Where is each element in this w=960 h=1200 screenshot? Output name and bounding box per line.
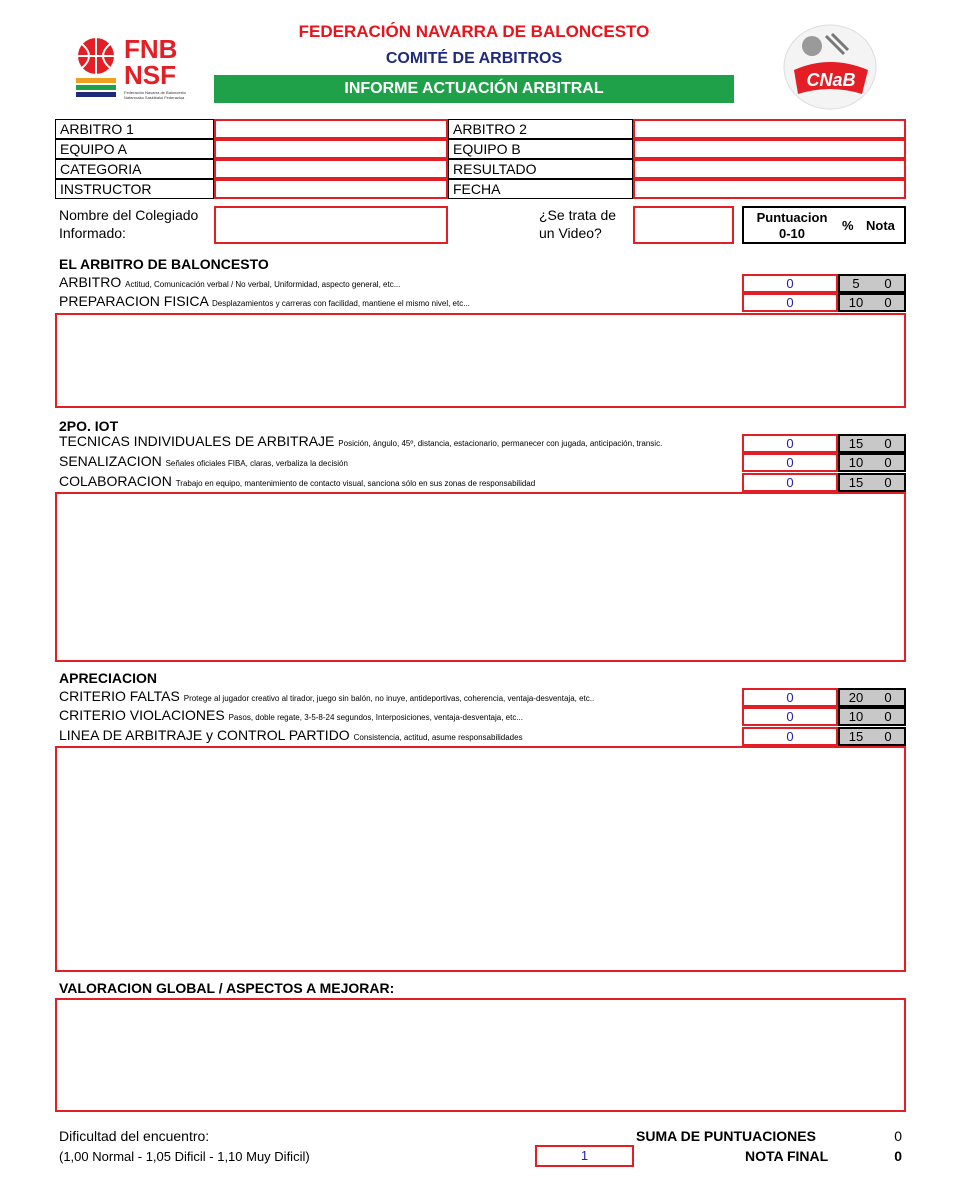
nota-header: Nota <box>866 218 895 233</box>
label-resultado: RESULTADO <box>448 159 633 179</box>
weight-tecnicas: 15 0 <box>838 434 906 453</box>
puntuacion-header: Puntuacion 0-10 <box>756 210 828 241</box>
federation-title: FEDERACIÓN NAVARRA DE BALONCESTO <box>298 22 650 41</box>
report-title: INFORME ACTUACIÓN ARBITRAL <box>214 75 734 103</box>
input-categoria[interactable] <box>214 159 448 179</box>
logo-caption-1: Federación Navarra de Baloncesto <box>124 90 186 95</box>
weight-violaciones: 10 0 <box>838 707 906 726</box>
criterion-colaboracion: COLABORACION Trabajo en equipo, mantenimiento de contacto visual, sanciona sólo en sus zonas de responsabilidad <box>59 473 536 489</box>
criterion-faltas: CRITERIO FALTAS Protege al jugador creativo al tirador, juego sin balón, no inuye, antideportivas, coherencia, ventaja-desventaja, etc.. <box>59 688 595 704</box>
cnab-logo <box>782 24 878 110</box>
logo-fnb-text: FNB <box>124 34 178 64</box>
input-fecha[interactable] <box>633 179 906 199</box>
input-resultado[interactable] <box>633 159 906 179</box>
label-instructor: INSTRUCTOR <box>55 179 214 199</box>
input-video[interactable] <box>633 206 734 244</box>
label-equipo-a: EQUIPO A <box>55 139 214 159</box>
score-senalizacion[interactable]: 0 <box>742 453 838 472</box>
weight-colaboracion: 15 0 <box>838 473 906 492</box>
comments-global[interactable] <box>55 998 906 1112</box>
criterion-preparacion-fisica: PREPARACION FISICA Desplazamientos y carreras con facilidad, mantiene el mismo nivel, etc... <box>59 293 470 309</box>
weight-linea-arbitraje: 15 0 <box>838 727 906 746</box>
section1-title: EL ARBITRO DE BALONCESTO <box>59 256 269 272</box>
global-title: VALORACION GLOBAL / ASPECTOS A MEJORAR: <box>59 980 395 996</box>
section2-title: 2PO. IOT <box>59 418 119 434</box>
label-fecha: FECHA <box>448 179 633 199</box>
score-tecnicas[interactable]: 0 <box>742 434 838 453</box>
criterion-arbitro: ARBITRO Actitud, Comunicación verbal / No verbal, Uniformidad, aspecto general, etc... <box>59 274 401 290</box>
nota-final-label: NOTA FINAL <box>745 1148 829 1164</box>
criterion-linea-arbitraje: LINEA DE ARBITRAJE y CONTROL PARTIDO Consistencia, actitud, asume responsabilidades <box>59 727 523 743</box>
basketball-logo-icon <box>72 36 124 104</box>
input-instructor[interactable] <box>214 179 448 199</box>
score-arbitro[interactable]: 0 <box>742 274 838 293</box>
logo-caption-2: Nafarroako Saskibaloi Federazioa <box>124 95 185 100</box>
colegiado-label: Nombre del Colegiado Informado: <box>59 207 199 241</box>
criterion-violaciones: CRITERIO VIOLACIONES Pasos, doble regate, 3-5-8-24 segundos, Interposiciones, ventaja-desventaja, etc... <box>59 707 523 723</box>
section3-title: APRECIACION <box>59 670 158 686</box>
cnab-emblem-icon <box>782 24 878 110</box>
video-label: ¿Se trata de un Video? <box>539 207 617 241</box>
score-violaciones[interactable]: 0 <box>742 707 838 726</box>
committee-title: COMITÉ DE ARBITROS <box>385 50 563 67</box>
dificultad-label: Dificultad del encuentro: <box>59 1128 210 1144</box>
label-equipo-b: EQUIPO B <box>448 139 633 159</box>
dificultad-input[interactable]: 1 <box>535 1145 634 1167</box>
nota-final-value: 0 <box>894 1148 902 1164</box>
weight-senalizacion: 10 0 <box>838 453 906 472</box>
input-equipo-b[interactable] <box>633 139 906 159</box>
score-linea-arbitraje[interactable]: 0 <box>742 727 838 746</box>
input-equipo-a[interactable] <box>214 139 448 159</box>
fnb-logo <box>72 36 202 106</box>
weight-preparacion-fisica: 10 0 <box>838 293 906 312</box>
weight-arbitro: 5 0 <box>838 274 906 293</box>
comments-section1[interactable] <box>55 313 906 408</box>
input-arbitro1[interactable] <box>214 119 448 139</box>
label-arbitro2: ARBITRO 2 <box>448 119 633 139</box>
logo-nsf-text: NSF <box>124 60 176 90</box>
scores-header <box>742 206 906 244</box>
cnab-text: CNaB <box>806 70 856 90</box>
input-arbitro2[interactable] <box>633 119 906 139</box>
label-categoria: CATEGORIA <box>55 159 214 179</box>
score-faltas[interactable]: 0 <box>742 688 838 707</box>
suma-label: SUMA DE PUNTUACIONES <box>636 1128 816 1144</box>
input-colegiado[interactable] <box>214 206 448 244</box>
label-arbitro1: ARBITRO 1 <box>55 119 214 139</box>
score-colaboracion[interactable]: 0 <box>742 473 838 492</box>
criterion-senalizacion: SENALIZACION Señales oficiales FIBA, claras, verbaliza la decisión <box>59 453 348 469</box>
weight-faltas: 20 0 <box>838 688 906 707</box>
percent-header: % <box>842 218 854 233</box>
suma-value: 0 <box>894 1128 902 1144</box>
score-preparacion-fisica[interactable]: 0 <box>742 293 838 312</box>
dificultad-hint: (1,00 Normal - 1,05 Dificil - 1,10 Muy Dificil) <box>59 1149 310 1164</box>
criterion-tecnicas: TECNICAS INDIVIDUALES DE ARBITRAJE Posición, ángulo, 45º, distancia, estacionario, permanecer con jugada, anticipación, transic. <box>59 433 663 449</box>
comments-section2[interactable] <box>55 492 906 662</box>
comments-section3[interactable] <box>55 746 906 972</box>
